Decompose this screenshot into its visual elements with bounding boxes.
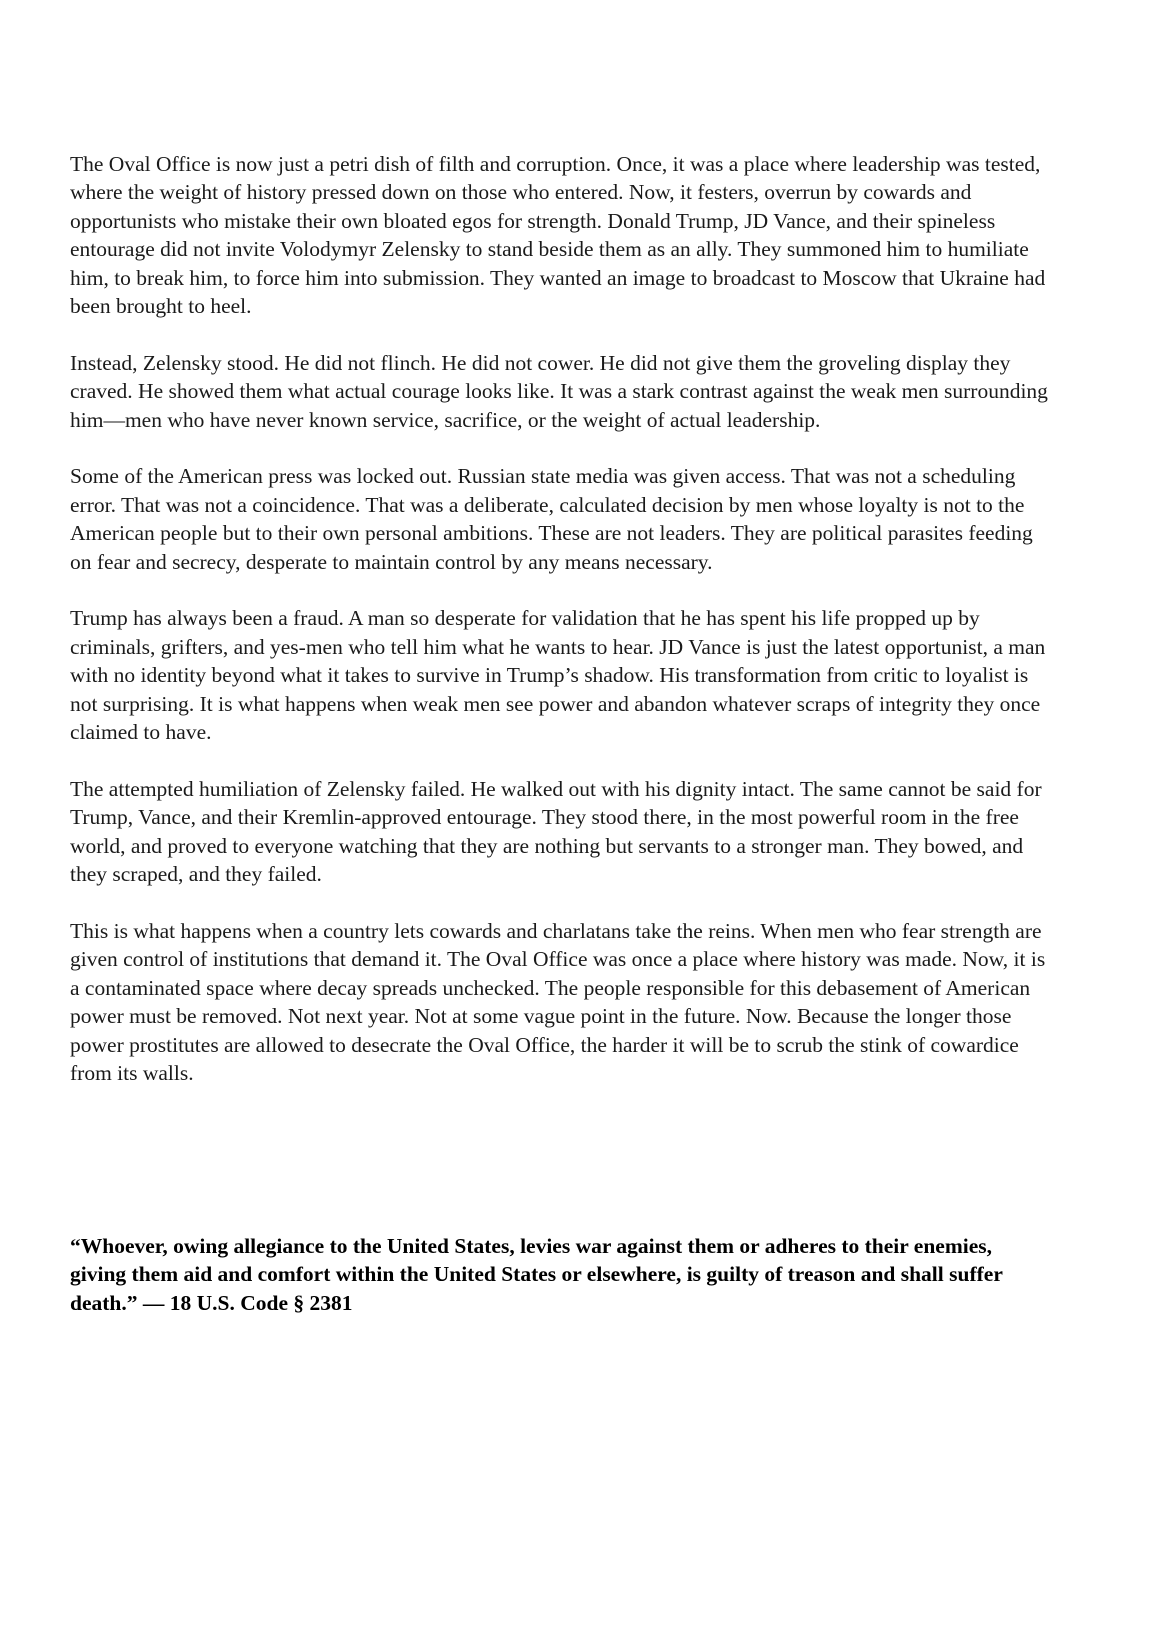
paragraph-1: The Oval Office is now just a petri dish of filth and corruption. Once, it was a place where leadership was tested, where the weight of history pressed down on those who entered. Now, it festers, overrun by cowards and opportunists who mistake their own bloated egos for strength. Donald Trump, JD Vance, and their spineless entourage did not invite Volodymyr Zelensky to stand beside them as an ally. They summoned him to humiliate him, to break him, to force him into submission. They wanted an image to broadcast to Moscow that Ukraine had been brought to heel. (70, 152, 1046, 319)
document-body (70, 150, 1050, 1315)
paragraph-3: Some of the American press was locked out. Russian state media was given access. That was not a scheduling error. That was not a coincidence. That was a deliberate, calculated decision by men whose loyalty is not to the American people but to their own personal ambitions. These are not leaders. They are political parasites feeding on fear and secrecy, desperate to maintain control by any means necessary. (70, 464, 1033, 574)
legal-quote: “Whoever, owing allegiance to the United States, levies war against them or adheres to their enemies, giving them aid and comfort within the United States or elsewhere, is guilty of treason and shall suffer death.” — 18 U.S. Code § 2381 (70, 1234, 1003, 1315)
paragraph-2: Instead, Zelensky stood. He did not flinch. He did not cower. He did not give them the groveling display they craved. He showed them what actual courage looks like. It was a stark contrast against the weak men surrounding him—men who have never known service, sacrifice, or the weight of actual leadership. (70, 350, 1048, 432)
paragraph-4: Trump has always been a fraud. A man so desperate for validation that he has spent his life propped up by criminals, grifters, and yes-men who tell him what he wants to hear. JD Vance is just the latest opportunist, a man with no identity beyond what it takes to survive in Trump’s shadow. His transformation from critic to loyalist is not surprising. It is what happens when weak men see power and abandon whatever scraps of integrity they once claimed to have. (70, 606, 1046, 745)
paragraph-6: This is what happens when a country lets cowards and charlatans take the reins. When men who fear strength are given control of institutions that demand it. The Oval Office was once a place where history was made. Now, it is a contaminated space where decay spreads unchecked. The people responsible for this debasement of American power must be removed. Not next year. Not at some vague point in the future. Now. Because the longer those power prostitutes are allowed to desecrate the Oval Office, the harder it will be to scrub the stink of cowardice from its walls. (70, 918, 1046, 1085)
paragraph-5: The attempted humiliation of Zelensky failed. He walked out with his dignity intact. The same cannot be said for Trump, Vance, and their Kremlin-approved entourage. They stood there, in the most powerful room in the free world, and proved to everyone watching that they are nothing but servants to a stronger man. They bowed, and they scraped, and they failed. (70, 776, 1042, 887)
